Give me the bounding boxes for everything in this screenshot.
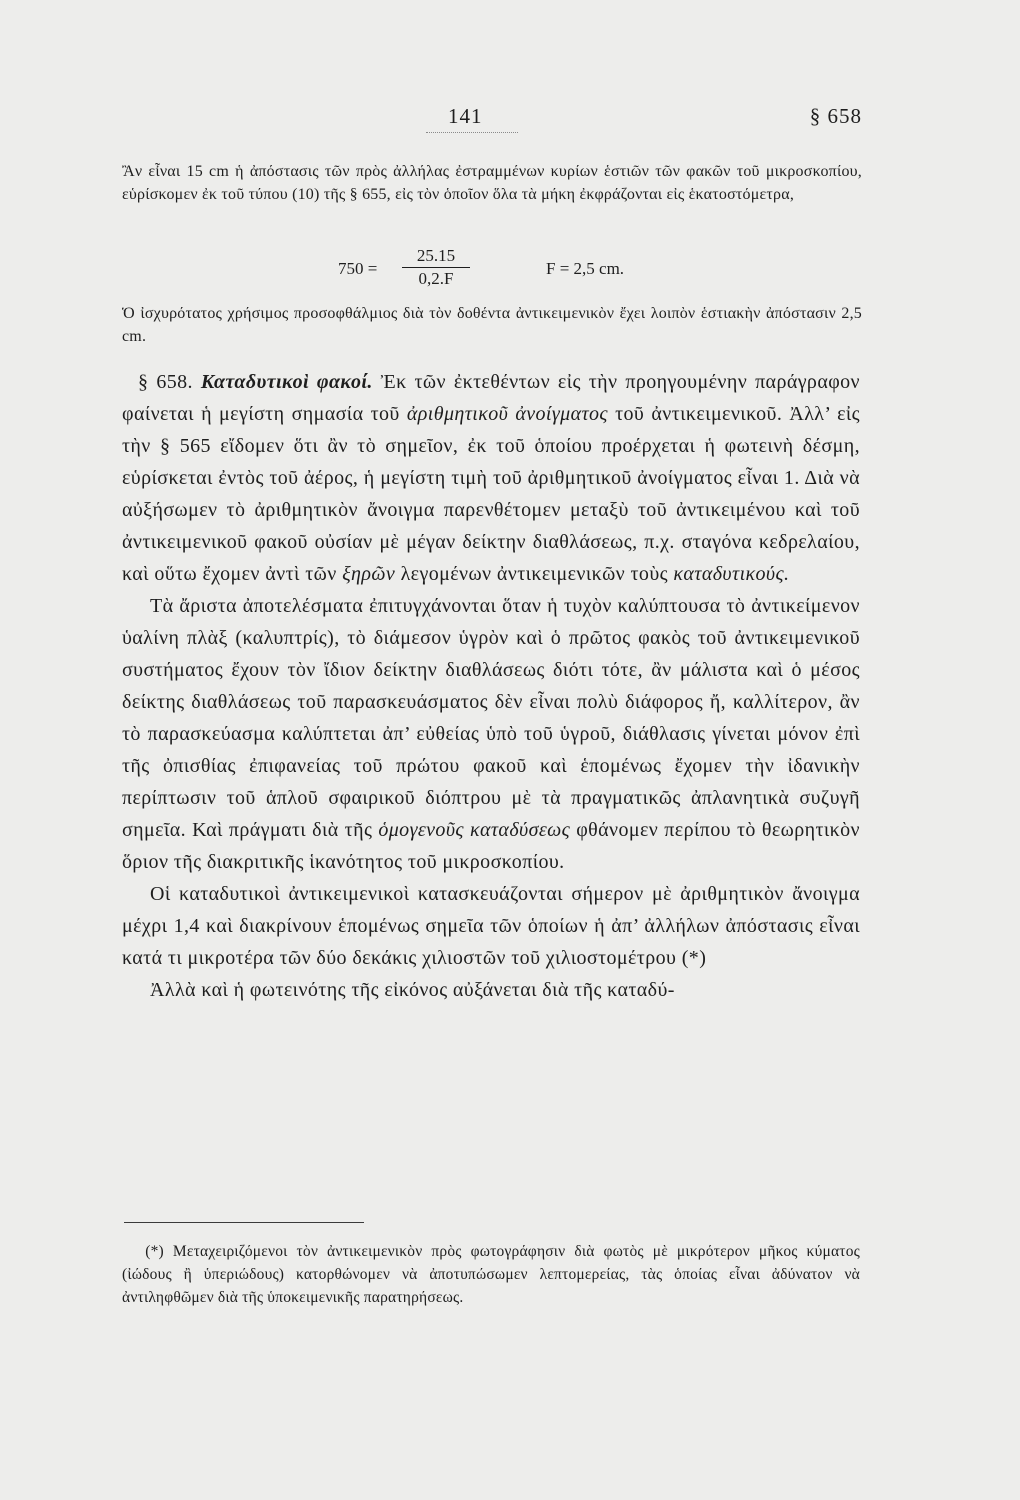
page-number: 141 <box>448 104 483 128</box>
paragraph-2 <box>122 590 860 878</box>
footnote-separator <box>124 1222 364 1223</box>
section-number: § 658. <box>138 371 193 393</box>
paragraph-1-emphasis-3: καταδυτικούς. <box>673 563 790 585</box>
page-number-underline <box>426 132 518 133</box>
paragraph-1-text-c: λεγομένων ἀντικειμενικῶν τοὺς <box>400 563 668 585</box>
footnote <box>122 1240 860 1309</box>
formula-numerator: 25.15 <box>416 246 456 265</box>
paragraph-4: Ἀλλὰ καὶ ἡ φωτεινότης τῆς εἰκόνος αὐξάνεται διὰ τῆς καταδύ- <box>150 979 675 1001</box>
paragraph-1-emphasis-1: ἀριθμητικοῦ ἀνοίγματος <box>406 403 608 425</box>
paragraph-2-text-a: Τὰ ἄριστα ἀποτελέσματα ἐπιτυγχάνονται ὅταν ἡ τυχὸν καλύπτουσα τὸ ἀντικείμενον ὑαλίνη πλὰξ (καλυπτρίς), τὸ διάμεσον ὑγρὸν καὶ ὁ πρῶτος φακὸς τοῦ ἀντικειμενικοῦ συστήματος ἔχουν τὸν ἴδιον δείκτην διαθλάσεως διότι τότε, ἂν μάλιστα καὶ ὁ μέσος δείκτης διαθλάσεως τοῦ παρασκευάσματος δὲν εἶναι πολὺ διάφορος ἤ, καλλίτερον, ἂν τὸ παρασκεύασμα καλύπτεται ἀπ’ εὐθείας ὑπὸ τοῦ ὑγροῦ, διάθλασις γίνεται μόνον ἐπὶ τῆς ὀπισθίας ἐπιφανείας τοῦ πρώτου φακοῦ καὶ ἑπομένως ἔχομεν τὴν ἰδανικὴν περίπτωσιν τοῦ ἁπλοῦ σφαιρικοῦ διόπτρου μὲ τὰ πραγματικῶς ἀπλανητικὰ συζυγῆ σημεῖα. Καὶ πράγματι διὰ τῆς <box>122 595 860 841</box>
formula-lhs: 750 = <box>338 259 378 278</box>
paragraph-1-text-a: Ἐκ τῶν ἐκτεθέντων εἰς τὴν προηγουμένην παράγραφον φαίνεται ἡ μεγίστη σημασία τοῦ <box>122 371 860 425</box>
formula <box>338 245 698 297</box>
paragraph-2-text-b: φθάνομεν περίπου τὸ θεωρητικὸν ὅριον τῆς διακριτικῆς ἱκανότητος τοῦ μικροσκοπίου. <box>122 819 860 873</box>
formula-rhs: F = 2,5 cm. <box>546 259 625 278</box>
formula-denominator: 0,2.F <box>402 267 470 290</box>
section-reference: § 658 <box>809 104 862 128</box>
intro-paragraph: Ἂν εἶναι 15 cm ἡ ἀπόστασις τῶν πρὸς ἀλλήλας ἐστραμμένων κυρίων ἑστιῶν τῶν φακῶν τοῦ μικροσκοπίου, εὑρίσκομεν ἐκ τοῦ τύπου (10) τῆς § 655, εἰς τὸν ὁποῖον ὅλα τὰ μήκη ἐκφράζονται εἰς ἑκατοστόμετρα, <box>122 163 862 203</box>
footnote-text: (*) Μεταχειριζόμενοι τὸν ἀντικειμενικὸν πρὸς φωτογράφησιν διὰ φωτὸς μὲ μικρότερον μῆκος κύματος (ἰώδους ἢ ὑπεριώδους) κατορθώνομεν νὰ ἀποτυπώσωμεν λεπτομερείας, τὰς ὁποίας εἶναι ἀδύνατον νὰ ἀντιληφθῶμεν διὰ τῆς ὑποκειμενικῆς παρατηρήσεως. <box>122 1243 860 1306</box>
section-title: Καταδυτικοὶ φακοί. <box>200 371 373 393</box>
paragraph-1 <box>122 366 860 590</box>
formula-fraction <box>402 245 470 290</box>
paragraph-3: Οἱ καταδυτικοὶ ἀντικειμενικοὶ κατασκευάζονται σήμερον μὲ ἀριθμητικὸν ἄνοιγμα μέχρι 1,4 καὶ διακρίνουν ἑπομένως σημεῖα τῶν ὁποίων ἡ ἀπ’ ἀλλήλων ἀπόστασις εἶναι κατά τι μικροτέρα τῶν δύο δεκάκις χιλιοστῶν τοῦ χιλιοστομέτρου (*) <box>122 883 860 969</box>
paragraph-1-text-b: τοῦ ἀντικειμενικοῦ. Ἀλλ’ εἰς τὴν § 565 εἴδομεν ὅτι ἂν τὸ σημεῖον, ἐκ τοῦ ὁποίου προέρχεται ἡ φωτεινὴ δέσμη, εὑρίσκεται ἐντὸς τοῦ ἀέρος, ἡ μεγίστη τιμὴ τοῦ ἀριθμητικοῦ ἀνοίγματος εἶναι 1. Διὰ νὰ αὐξήσωμεν τὸ ἀριθμητικὸν ἄνοιγμα παρενθέτομεν μεταξὺ τοῦ ἀντικειμένου καὶ τοῦ ἀντικειμενικοῦ φακοῦ οὐσίαν μὲ μέγαν δείκτην διαθλάσεως, π.χ. σταγόνα κεδρελαίου, καὶ οὕτω ἔχομεν ἀντὶ τῶν <box>122 403 860 585</box>
main-text <box>122 366 860 1006</box>
paragraph-1-emphasis-2: ξηρῶν <box>342 563 396 585</box>
paragraph-2-emphasis: ὁμογενοῦς καταδύσεως <box>378 819 571 841</box>
result-paragraph: Ὁ ἰσχυρότατος χρήσιμος προσοφθάλμιος διὰ τὸν δοθέντα ἀντικειμενικὸν ἔχει λοιπὸν ἑστιακὴν ἀπόστασιν 2,5 cm. <box>122 305 862 345</box>
